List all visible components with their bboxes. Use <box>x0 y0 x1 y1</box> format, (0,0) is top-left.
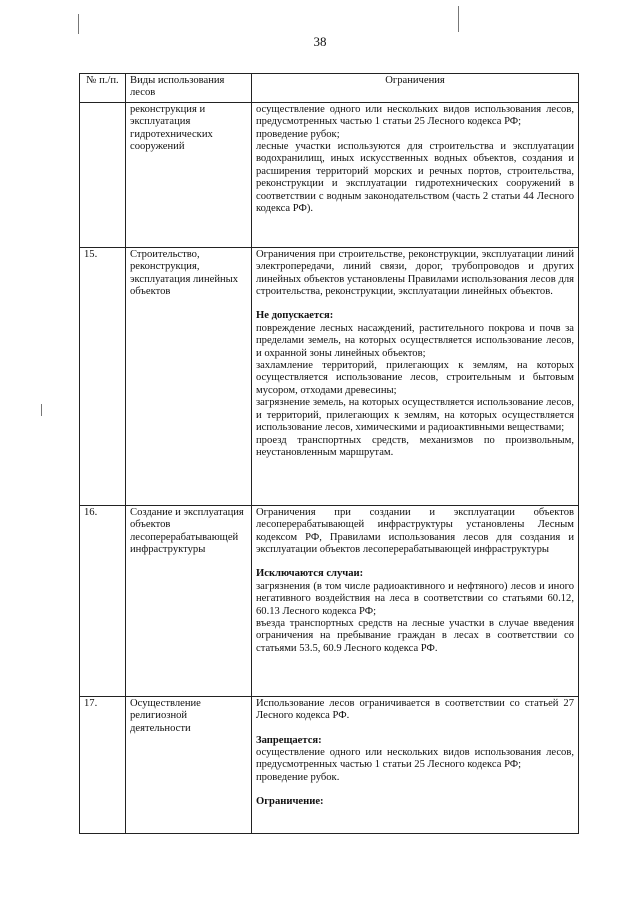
restriction-paragraph: осуществление одного или нескольких видов использования лесов, предусмотренных частью 1 статьи 25 Лесного кодекса РФ; <box>256 747 574 771</box>
header-restrictions: Ограничения <box>252 74 579 103</box>
row-number: 17. <box>80 696 126 833</box>
restriction-paragraph: проведение рубок. <box>256 771 340 783</box>
section-heading: Не допускается: <box>256 310 334 322</box>
scan-mark-top <box>78 14 79 34</box>
paragraph-gap <box>256 298 574 310</box>
table-header-row <box>80 74 579 103</box>
section-heading: Запрещается: <box>256 734 322 746</box>
paragraph-gap <box>256 556 574 568</box>
row-number: 16. <box>80 505 126 696</box>
restrictions-cell <box>252 102 579 247</box>
forest-use-type: Осуществление религиозной деятельности <box>126 696 252 833</box>
restriction-paragraph: загрязнение земель, на которых осуществляется использование лесов, и территорий, прилегающих к землям, на которых осуществляется использование лесов, химическими и радиоактивными веществами; <box>256 397 574 434</box>
header-forest-use-type: Виды использования лесов <box>126 74 252 103</box>
page-number: 38 <box>313 34 327 49</box>
restriction-paragraph: проведение рубок; <box>256 128 340 140</box>
header-number: № п./п. <box>80 74 126 103</box>
restriction-paragraph: осуществление одного или нескольких видов использования лесов, предусмотренных частью 1 статьи 25 Лесного кодекса РФ; <box>256 103 574 128</box>
table-row <box>80 696 579 833</box>
table-row <box>80 505 579 696</box>
restriction-paragraph: Ограничения при создании и эксплуатации объектов лесоперерабатывающей инфраструктуры установлены Лесным кодексом РФ, Правилами использования лесов для создания и эксплуатации объектов лесоперерабатывающей инфраструктуры <box>256 506 574 556</box>
forest-use-type: Создание и эксплуатация объектов лесоперерабатывающей инфраструктуры <box>126 505 252 696</box>
restriction-paragraph: лесные участки используются для строительства и эксплуатации водохранилищ, иных искусственных водных объектов, создания и расширения территорий морских и речных портов, строительства, реконструкции и эксплуатации гидротехнических сооружений в соответствии с водным законодательством (часть 2 статьи 44 Лесного кодекса РФ). <box>256 141 574 215</box>
restriction-paragraph: въезда транспортных средств на лесные участки в случае введения ограничения на пребывание граждан в лесах в соответствии со статьями 53.5, 60.9 Лесного кодекса РФ. <box>256 618 574 654</box>
restrictions-table <box>79 73 579 834</box>
restriction-paragraph: повреждение лесных насаждений, растительного покрова и почв за пределами земель, на которых осуществляется использование лесов, и охранной зоны линейных объектов; <box>256 322 574 359</box>
restriction-paragraph: Ограничения при строительстве, реконструкции, эксплуатации линий электропередачи, линий связи, дорог, трубопроводов и других линейных объектов установлены Правилами использования лесов для строительства, реконструкции, эксплуатации линейных объектов. <box>256 248 574 298</box>
paragraph-gap <box>256 723 574 735</box>
paragraph-gap <box>256 784 574 796</box>
restrictions-cell <box>252 505 579 696</box>
restriction-paragraph: загрязнения (в том числе радиоактивного и нефтяного) лесов и иного негативного воздействия на леса в соответствии со статьями 60.12, 60.13 Лесного кодекса РФ; <box>256 580 574 617</box>
section-heading: Ограничение: <box>256 796 324 808</box>
scan-mark-left <box>41 404 42 416</box>
table-row <box>80 247 579 505</box>
restrictions-cell <box>252 247 579 505</box>
restriction-paragraph: Использование лесов ограничивается в соответствии со статьей 27 Лесного кодекса РФ. <box>256 697 574 722</box>
row-number <box>80 102 126 247</box>
forest-use-type: Строительство, реконструкция, эксплуатация линейных объектов <box>126 247 252 505</box>
forest-use-type: реконструкция и эксплуатация гидротехнических сооружений <box>126 102 252 247</box>
section-heading: Исключаются случаи: <box>256 568 364 580</box>
restriction-paragraph: захламление территорий, прилегающих к землям, на которых осуществляется использование лесов, строительным и бытовым мусором, отходами древесины; <box>256 360 574 396</box>
restriction-paragraph: проезд транспортных средств, механизмов по произвольным, неустановленным маршрутам. <box>256 434 574 458</box>
restrictions-cell <box>252 696 579 833</box>
row-number: 15. <box>80 247 126 505</box>
scan-mark-top-right <box>458 6 459 32</box>
table-row <box>80 102 579 247</box>
